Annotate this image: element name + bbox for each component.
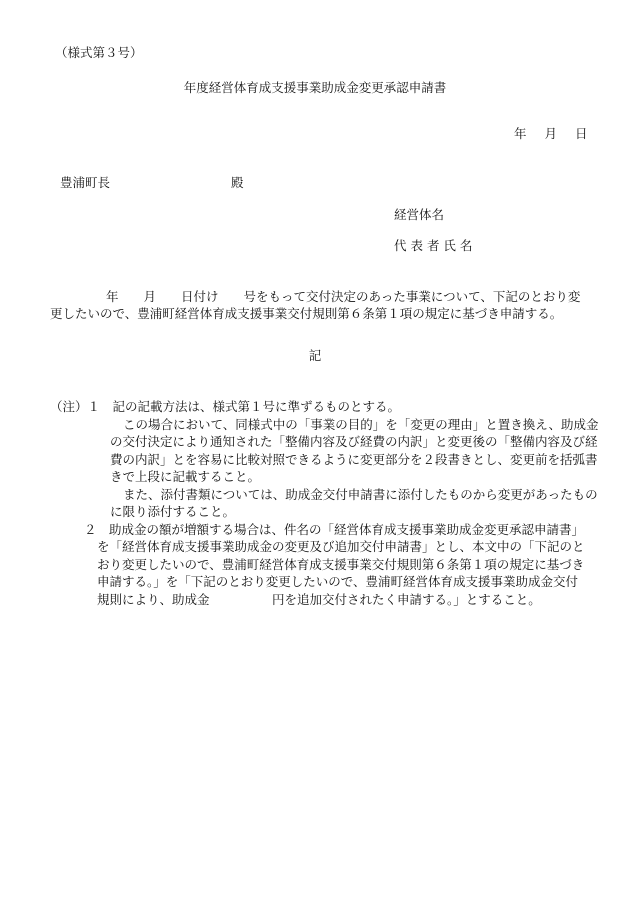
body-line: 更したいので、豊浦町経営体育成支援事業交付規則第６条第１項の規定に基づき申請する。 <box>50 306 563 321</box>
applicant-rep-label: 代 表 者 氏 名 <box>394 238 473 253</box>
honorific: 殿 <box>231 175 244 190</box>
note-line: 申請する。」を「下記のとおり変更したいので、豊浦町経営体育成支援事業助成金交付 <box>97 574 579 589</box>
note-line: また、添付書類については、助成金交付申請書に添付したものから変更があったもの <box>123 486 598 502</box>
form-number: （様式第３号） <box>55 45 143 60</box>
date-line <box>514 128 588 141</box>
note-line: おり変更したいので、豊浦町経営体育成支援事業交付規則第６条第１項の規定に基づき <box>97 556 585 572</box>
body-line: 年 月 日付け 号をもって交付決定のあった事業について、下記のとおり変 <box>106 289 581 304</box>
note-line: きで上段に記載すること。 <box>110 469 261 484</box>
date-month: 月 <box>544 126 558 141</box>
ki-heading: 記 <box>308 348 322 363</box>
addressee: 豊浦町長 <box>60 175 111 190</box>
date-day: 日 <box>575 126 588 141</box>
note-line: ２ 助成金の額が増額する場合は、件名の「経営体育成支援事業助成金変更承認申請書」 <box>84 521 585 537</box>
note-line: 費の内訳」とを容易に比較対照できるように変更部分を２段書きとし、変更前を括弧書 <box>110 451 598 467</box>
note-line: を「経営体育成支援事業助成金の変更及び追加交付申請書」とし、本文中の「下記のと <box>97 539 585 554</box>
note-line: に限り添付すること。 <box>110 504 236 519</box>
note-line: 規則により、助成金 円を追加交付されたく申請する。」とすること。 <box>97 591 541 607</box>
body-text <box>50 288 590 322</box>
note-line: （注）１ 記の記載方法は、様式第１号に準ずるものとする。 <box>50 399 401 414</box>
note-line: この場合において、同様式中の「事業の目的」を「変更の理由」と置き換え、助成金 <box>123 416 599 432</box>
applicant-org-label: 経営体名 <box>394 207 445 222</box>
note-line: の交付決定により通知された「整備内容及び経費の内訳」と変更後の「整備内容及び経 <box>110 434 598 449</box>
notes-section <box>50 398 599 608</box>
document-title: 年度経営体育成支援事業助成金変更承認申請書 <box>183 80 447 95</box>
date-year: 年 <box>514 126 527 141</box>
